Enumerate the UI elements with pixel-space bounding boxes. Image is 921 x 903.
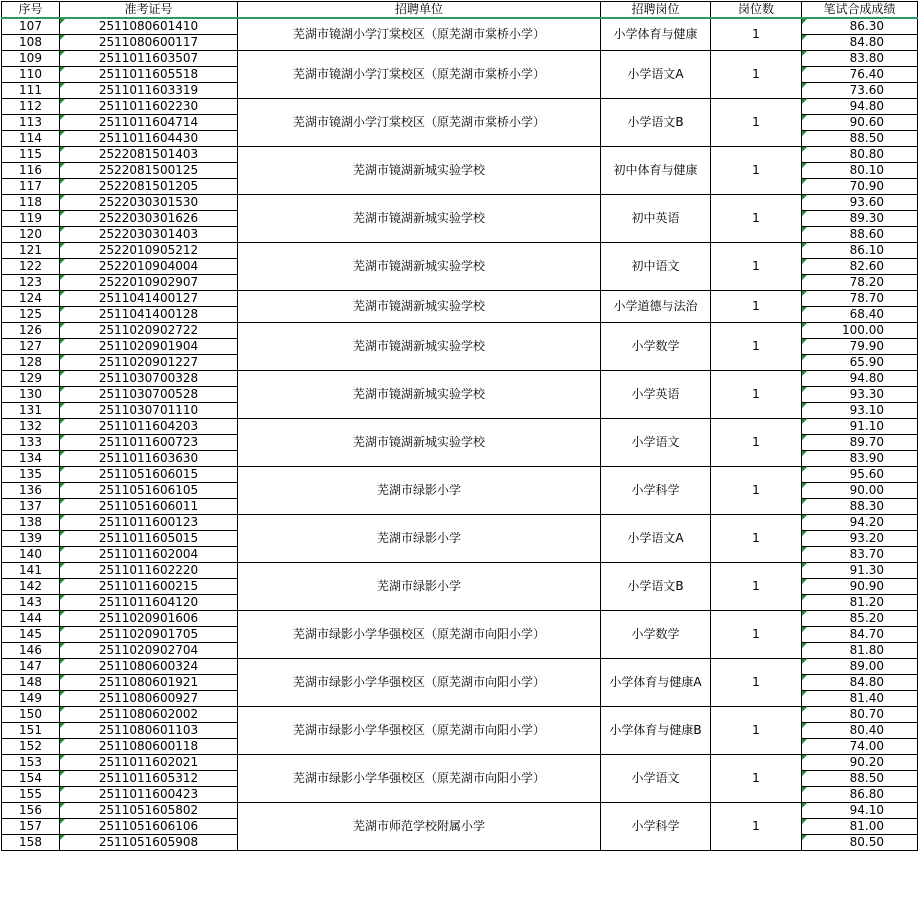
- seq-cell[interactable]: 157: [2, 819, 60, 835]
- position-cell[interactable]: 小学语文A: [601, 515, 711, 563]
- position-cell[interactable]: 小学体育与健康B: [601, 707, 711, 755]
- position-cell[interactable]: 小学语文: [601, 755, 711, 803]
- header-row: [2, 2, 918, 19]
- written-score-cell[interactable]: 94.10: [802, 803, 918, 819]
- position-cell[interactable]: 小学语文B: [601, 99, 711, 147]
- written-score-cell[interactable]: 81.20: [802, 595, 918, 611]
- ticket-number-cell[interactable]: 2522030301626: [60, 211, 238, 227]
- seq-cell[interactable]: 134: [2, 451, 60, 467]
- ticket-number-cell[interactable]: 2511011605312: [60, 771, 238, 787]
- written-score-cell[interactable]: 79.90: [802, 339, 918, 355]
- written-score-cell[interactable]: 83.70: [802, 547, 918, 563]
- table-row: [2, 51, 918, 67]
- ticket-number-cell[interactable]: 2511011602004: [60, 547, 238, 563]
- written-score-cell[interactable]: 83.80: [802, 51, 918, 67]
- position-cell[interactable]: 小学英语: [601, 371, 711, 419]
- seq-cell[interactable]: 124: [2, 291, 60, 307]
- seq-cell[interactable]: 143: [2, 595, 60, 611]
- written-score-cell[interactable]: 73.60: [802, 83, 918, 99]
- position-count-cell[interactable]: 1: [711, 18, 802, 51]
- seq-cell[interactable]: 121: [2, 243, 60, 259]
- written-score-cell[interactable]: 93.60: [802, 195, 918, 211]
- seq-cell[interactable]: 116: [2, 163, 60, 179]
- seq-cell[interactable]: 146: [2, 643, 60, 659]
- seq-cell[interactable]: 107: [2, 18, 60, 35]
- written-score-cell[interactable]: 78.70: [802, 291, 918, 307]
- position-count-cell[interactable]: 1: [711, 323, 802, 371]
- seq-cell[interactable]: 138: [2, 515, 60, 531]
- ticket-number-cell[interactable]: 2511080600118: [60, 739, 238, 755]
- ticket-number-cell[interactable]: 2511011604120: [60, 595, 238, 611]
- written-score-cell[interactable]: 88.30: [802, 499, 918, 515]
- table-row: [2, 323, 918, 339]
- written-score-cell[interactable]: 90.20: [802, 755, 918, 771]
- recruiting-unit-cell[interactable]: 芜湖市绿影小学: [238, 563, 601, 611]
- written-score-cell[interactable]: 90.90: [802, 579, 918, 595]
- recruiting-unit-cell[interactable]: 芜湖市绿影小学华强校区（原芜湖市向阳小学）: [238, 659, 601, 707]
- header-written-score[interactable]: 笔试合成成绩: [802, 2, 918, 19]
- recruiting-unit-cell[interactable]: 芜湖市镜湖小学汀棠校区（原芜湖市棠桥小学）: [238, 18, 601, 51]
- ticket-number-cell[interactable]: 2511011602021: [60, 755, 238, 771]
- written-score-cell[interactable]: 80.40: [802, 723, 918, 739]
- written-score-cell[interactable]: 70.90: [802, 179, 918, 195]
- written-score-cell[interactable]: 84.80: [802, 35, 918, 51]
- written-score-cell[interactable]: 93.30: [802, 387, 918, 403]
- recruiting-unit-cell[interactable]: 芜湖市镜湖新城实验学校: [238, 195, 601, 243]
- recruiting-unit-cell[interactable]: 芜湖市绿影小学华强校区（原芜湖市向阳小学）: [238, 755, 601, 803]
- written-score-cell[interactable]: 76.40: [802, 67, 918, 83]
- written-score-cell[interactable]: 88.50: [802, 131, 918, 147]
- ticket-number-cell[interactable]: 2511080601921: [60, 675, 238, 691]
- table-row: [2, 803, 918, 819]
- seq-cell[interactable]: 129: [2, 371, 60, 387]
- ticket-number-cell[interactable]: 2511020902704: [60, 643, 238, 659]
- ticket-number-cell[interactable]: 2511011605015: [60, 531, 238, 547]
- written-score-cell[interactable]: 80.50: [802, 835, 918, 851]
- seq-cell[interactable]: 141: [2, 563, 60, 579]
- table-row: [2, 563, 918, 579]
- position-count-cell[interactable]: 1: [711, 51, 802, 99]
- header-position-count[interactable]: 岗位数: [711, 2, 802, 19]
- seq-cell[interactable]: 111: [2, 83, 60, 99]
- recruiting-unit-cell[interactable]: 芜湖市镜湖新城实验学校: [238, 371, 601, 419]
- written-score-cell[interactable]: 86.10: [802, 243, 918, 259]
- written-score-cell[interactable]: 85.20: [802, 611, 918, 627]
- written-score-cell[interactable]: 95.60: [802, 467, 918, 483]
- position-count-cell[interactable]: 1: [711, 659, 802, 707]
- ticket-number-cell[interactable]: 2511030700528: [60, 387, 238, 403]
- written-score-cell[interactable]: 68.40: [802, 307, 918, 323]
- seq-cell[interactable]: 137: [2, 499, 60, 515]
- written-score-cell[interactable]: 89.00: [802, 659, 918, 675]
- written-score-cell[interactable]: 94.80: [802, 99, 918, 115]
- table-row: [2, 707, 918, 723]
- header-seq[interactable]: 序号: [2, 2, 60, 19]
- ticket-number-cell[interactable]: 2511011603630: [60, 451, 238, 467]
- seq-cell[interactable]: 158: [2, 835, 60, 851]
- table-row: [2, 291, 918, 307]
- header-recruiting-unit[interactable]: 招聘单位: [238, 2, 601, 19]
- seq-cell[interactable]: 127: [2, 339, 60, 355]
- written-score-cell[interactable]: 89.70: [802, 435, 918, 451]
- written-score-cell[interactable]: 65.90: [802, 355, 918, 371]
- seq-cell[interactable]: 140: [2, 547, 60, 563]
- ticket-number-cell[interactable]: 2511030701110: [60, 403, 238, 419]
- seq-cell[interactable]: 110: [2, 67, 60, 83]
- written-score-cell[interactable]: 80.10: [802, 163, 918, 179]
- written-score-cell[interactable]: 84.80: [802, 675, 918, 691]
- written-score-cell[interactable]: 94.80: [802, 371, 918, 387]
- recruiting-unit-cell[interactable]: 芜湖市镜湖新城实验学校: [238, 291, 601, 323]
- written-score-cell[interactable]: 84.70: [802, 627, 918, 643]
- position-cell[interactable]: 初中体育与健康: [601, 147, 711, 195]
- written-score-cell[interactable]: 90.00: [802, 483, 918, 499]
- ticket-number-cell[interactable]: 2511020901606: [60, 611, 238, 627]
- seq-cell[interactable]: 153: [2, 755, 60, 771]
- ticket-number-cell[interactable]: 2511020901705: [60, 627, 238, 643]
- written-score-cell[interactable]: 82.60: [802, 259, 918, 275]
- seq-cell[interactable]: 119: [2, 211, 60, 227]
- ticket-number-cell[interactable]: 2511080601410: [60, 18, 238, 35]
- written-score-cell[interactable]: 91.10: [802, 419, 918, 435]
- seq-cell[interactable]: 145: [2, 627, 60, 643]
- seq-cell[interactable]: 151: [2, 723, 60, 739]
- seq-cell[interactable]: 118: [2, 195, 60, 211]
- ticket-number-cell[interactable]: 2511080600927: [60, 691, 238, 707]
- seq-cell[interactable]: 149: [2, 691, 60, 707]
- position-count-cell[interactable]: 1: [711, 803, 802, 851]
- seq-cell[interactable]: 120: [2, 227, 60, 243]
- ticket-number-cell[interactable]: 2522081500125: [60, 163, 238, 179]
- table-row: [2, 243, 918, 259]
- seq-cell[interactable]: 132: [2, 419, 60, 435]
- written-score-cell[interactable]: 78.20: [802, 275, 918, 291]
- written-score-cell[interactable]: 91.30: [802, 563, 918, 579]
- seq-cell[interactable]: 144: [2, 611, 60, 627]
- position-count-cell[interactable]: 1: [711, 467, 802, 515]
- ticket-number-cell[interactable]: 2511051606011: [60, 499, 238, 515]
- header-ticket-number[interactable]: 准考证号: [60, 2, 238, 19]
- ticket-number-cell[interactable]: 2511020901227: [60, 355, 238, 371]
- table-header: [2, 2, 918, 19]
- written-score-cell[interactable]: 81.00: [802, 819, 918, 835]
- written-score-cell[interactable]: 74.00: [802, 739, 918, 755]
- recruiting-unit-cell[interactable]: 芜湖市绿影小学华强校区（原芜湖市向阳小学）: [238, 611, 601, 659]
- table-row: [2, 515, 918, 531]
- position-count-cell[interactable]: 1: [711, 195, 802, 243]
- position-cell[interactable]: 小学语文: [601, 419, 711, 467]
- ticket-number-cell[interactable]: 2511011604430: [60, 131, 238, 147]
- position-count-cell[interactable]: 1: [711, 291, 802, 323]
- table-row: [2, 99, 918, 115]
- position-cell[interactable]: 初中英语: [601, 195, 711, 243]
- recruiting-unit-cell[interactable]: 芜湖市镜湖小学汀棠校区（原芜湖市棠桥小学）: [238, 99, 601, 147]
- seq-cell[interactable]: 133: [2, 435, 60, 451]
- written-score-cell[interactable]: 88.50: [802, 771, 918, 787]
- position-cell[interactable]: 小学语文B: [601, 563, 711, 611]
- position-count-cell[interactable]: 1: [711, 147, 802, 195]
- position-count-cell[interactable]: 1: [711, 243, 802, 291]
- seq-cell[interactable]: 109: [2, 51, 60, 67]
- seq-cell[interactable]: 126: [2, 323, 60, 339]
- position-cell[interactable]: 小学数学: [601, 611, 711, 659]
- results-table: [1, 1, 918, 851]
- table-row: [2, 195, 918, 211]
- position-count-cell[interactable]: 1: [711, 419, 802, 467]
- ticket-number-cell[interactable]: 2522081501205: [60, 179, 238, 195]
- seq-cell[interactable]: 139: [2, 531, 60, 547]
- table-row: [2, 18, 918, 35]
- position-cell[interactable]: 小学体育与健康A: [601, 659, 711, 707]
- recruiting-unit-cell[interactable]: 芜湖市绿影小学: [238, 467, 601, 515]
- position-cell[interactable]: 小学科学: [601, 467, 711, 515]
- seq-cell[interactable]: 147: [2, 659, 60, 675]
- recruiting-unit-cell[interactable]: 芜湖市绿影小学华强校区（原芜湖市向阳小学）: [238, 707, 601, 755]
- recruiting-unit-cell[interactable]: 芜湖市镜湖新城实验学校: [238, 419, 601, 467]
- position-cell[interactable]: 小学语文A: [601, 51, 711, 99]
- seq-cell[interactable]: 115: [2, 147, 60, 163]
- ticket-number-cell[interactable]: 2511011603507: [60, 51, 238, 67]
- seq-cell[interactable]: 148: [2, 675, 60, 691]
- ticket-number-cell[interactable]: 2511011600423: [60, 787, 238, 803]
- ticket-number-cell[interactable]: 2511051606105: [60, 483, 238, 499]
- position-cell[interactable]: 小学数学: [601, 323, 711, 371]
- written-score-cell[interactable]: 80.70: [802, 707, 918, 723]
- ticket-number-cell[interactable]: 2511051605908: [60, 835, 238, 851]
- ticket-number-cell[interactable]: 2511041400127: [60, 291, 238, 307]
- ticket-number-cell[interactable]: 2511011602230: [60, 99, 238, 115]
- position-cell[interactable]: 小学体育与健康: [601, 18, 711, 51]
- ticket-number-cell[interactable]: 2511080601103: [60, 723, 238, 739]
- ticket-number-cell[interactable]: 2522010902907: [60, 275, 238, 291]
- table-row: [2, 147, 918, 163]
- seq-cell[interactable]: 112: [2, 99, 60, 115]
- ticket-number-cell[interactable]: 2522010904004: [60, 259, 238, 275]
- position-count-cell[interactable]: 1: [711, 99, 802, 147]
- ticket-number-cell[interactable]: 2511051606015: [60, 467, 238, 483]
- recruiting-unit-cell[interactable]: 芜湖市镜湖小学汀棠校区（原芜湖市棠桥小学）: [238, 51, 601, 99]
- ticket-number-cell[interactable]: 2511011603319: [60, 83, 238, 99]
- seq-cell[interactable]: 122: [2, 259, 60, 275]
- seq-cell[interactable]: 108: [2, 35, 60, 51]
- seq-cell[interactable]: 156: [2, 803, 60, 819]
- table-row: [2, 755, 918, 771]
- table-body: [2, 18, 918, 851]
- seq-cell[interactable]: 130: [2, 387, 60, 403]
- seq-cell[interactable]: 136: [2, 483, 60, 499]
- seq-cell[interactable]: 125: [2, 307, 60, 323]
- ticket-number-cell[interactable]: 2511011605518: [60, 67, 238, 83]
- written-score-cell[interactable]: 86.30: [802, 18, 918, 35]
- ticket-number-cell[interactable]: 2511080600117: [60, 35, 238, 51]
- position-cell[interactable]: 小学道德与法治: [601, 291, 711, 323]
- seq-cell[interactable]: 142: [2, 579, 60, 595]
- header-position[interactable]: 招聘岗位: [601, 2, 711, 19]
- ticket-number-cell[interactable]: 2522010905212: [60, 243, 238, 259]
- table-row: [2, 371, 918, 387]
- table-row: [2, 611, 918, 627]
- recruiting-unit-cell[interactable]: 芜湖市绿影小学: [238, 515, 601, 563]
- ticket-number-cell[interactable]: 2522030301403: [60, 227, 238, 243]
- written-score-cell[interactable]: 81.80: [802, 643, 918, 659]
- written-score-cell[interactable]: 90.60: [802, 115, 918, 131]
- seq-cell[interactable]: 154: [2, 771, 60, 787]
- written-score-cell[interactable]: 89.30: [802, 211, 918, 227]
- table-row: [2, 659, 918, 675]
- written-score-cell[interactable]: 80.80: [802, 147, 918, 163]
- ticket-number-cell[interactable]: 2511080602002: [60, 707, 238, 723]
- position-count-cell[interactable]: 1: [711, 563, 802, 611]
- ticket-number-cell[interactable]: 2511020902722: [60, 323, 238, 339]
- position-count-cell[interactable]: 1: [711, 515, 802, 563]
- position-count-cell[interactable]: 1: [711, 371, 802, 419]
- recruiting-unit-cell[interactable]: 芜湖市镜湖新城实验学校: [238, 243, 601, 291]
- seq-cell[interactable]: 152: [2, 739, 60, 755]
- seq-cell[interactable]: 131: [2, 403, 60, 419]
- recruiting-unit-cell[interactable]: 芜湖市镜湖新城实验学校: [238, 323, 601, 371]
- written-score-cell[interactable]: 93.20: [802, 531, 918, 547]
- written-score-cell[interactable]: 83.90: [802, 451, 918, 467]
- position-count-cell[interactable]: 1: [711, 707, 802, 755]
- ticket-number-cell[interactable]: 2511011600123: [60, 515, 238, 531]
- ticket-number-cell[interactable]: 2511020901904: [60, 339, 238, 355]
- written-score-cell[interactable]: 81.40: [802, 691, 918, 707]
- ticket-number-cell[interactable]: 2511080600324: [60, 659, 238, 675]
- ticket-number-cell[interactable]: 2511011604203: [60, 419, 238, 435]
- recruiting-unit-cell[interactable]: 芜湖市镜湖新城实验学校: [238, 147, 601, 195]
- ticket-number-cell[interactable]: 2511030700328: [60, 371, 238, 387]
- position-cell[interactable]: 初中语文: [601, 243, 711, 291]
- ticket-number-cell[interactable]: 2511041400128: [60, 307, 238, 323]
- written-score-cell[interactable]: 94.20: [802, 515, 918, 531]
- written-score-cell[interactable]: 88.60: [802, 227, 918, 243]
- seq-cell[interactable]: 114: [2, 131, 60, 147]
- written-score-cell[interactable]: 100.00: [802, 323, 918, 339]
- ticket-number-cell[interactable]: 2511011602220: [60, 563, 238, 579]
- position-cell[interactable]: 小学科学: [601, 803, 711, 851]
- seq-cell[interactable]: 135: [2, 467, 60, 483]
- ticket-number-cell[interactable]: 2522081501403: [60, 147, 238, 163]
- seq-cell[interactable]: 117: [2, 179, 60, 195]
- ticket-number-cell[interactable]: 2511051606106: [60, 819, 238, 835]
- table-row: [2, 467, 918, 483]
- position-count-cell[interactable]: 1: [711, 755, 802, 803]
- table-row: [2, 419, 918, 435]
- seq-cell[interactable]: 113: [2, 115, 60, 131]
- position-count-cell[interactable]: 1: [711, 611, 802, 659]
- ticket-number-cell[interactable]: 2511011600723: [60, 435, 238, 451]
- ticket-number-cell[interactable]: 2511051605802: [60, 803, 238, 819]
- written-score-cell[interactable]: 93.10: [802, 403, 918, 419]
- ticket-number-cell[interactable]: 2522030301530: [60, 195, 238, 211]
- ticket-number-cell[interactable]: 2511011604714: [60, 115, 238, 131]
- seq-cell[interactable]: 123: [2, 275, 60, 291]
- seq-cell[interactable]: 128: [2, 355, 60, 371]
- seq-cell[interactable]: 150: [2, 707, 60, 723]
- ticket-number-cell[interactable]: 2511011600215: [60, 579, 238, 595]
- seq-cell[interactable]: 155: [2, 787, 60, 803]
- written-score-cell[interactable]: 86.80: [802, 787, 918, 803]
- recruiting-unit-cell[interactable]: 芜湖市师范学校附属小学: [238, 803, 601, 851]
